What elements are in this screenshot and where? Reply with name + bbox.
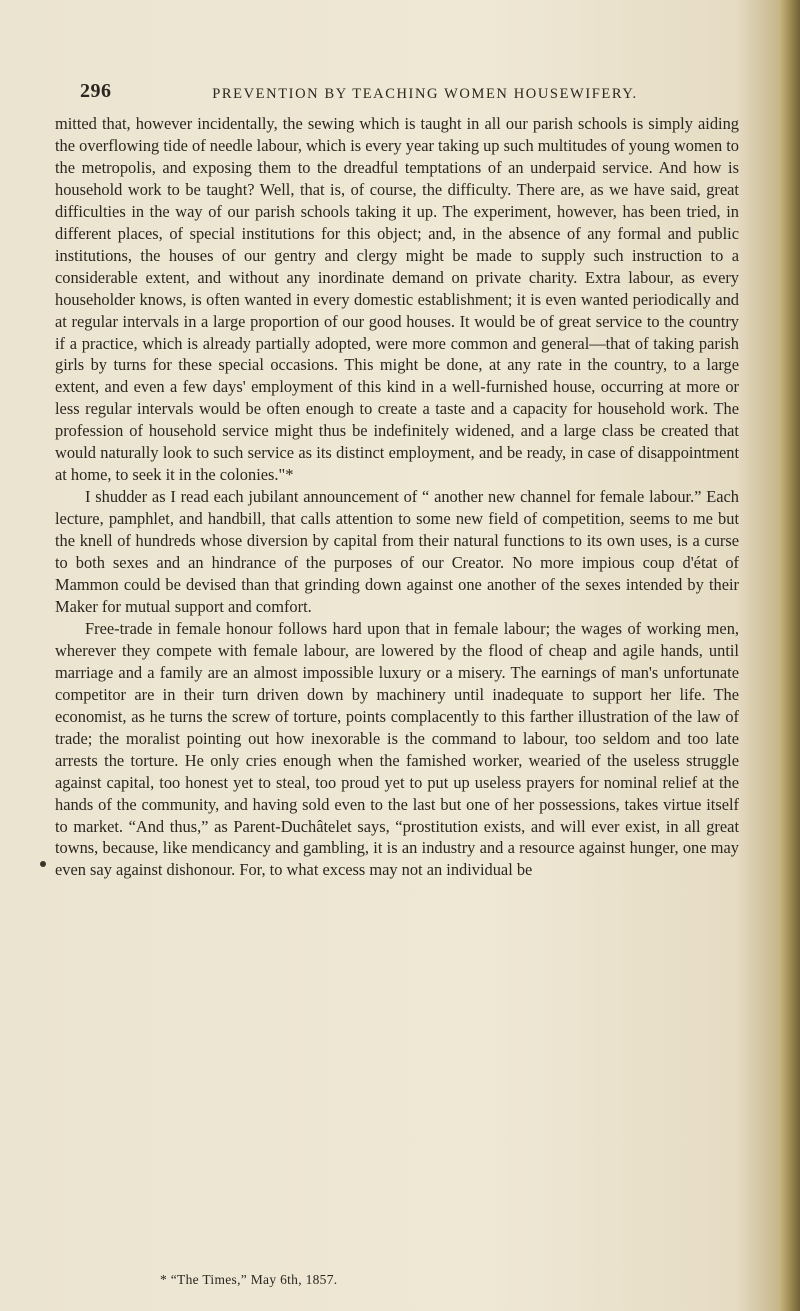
paragraph: mitted that, however incidentally, the sewing which is taught in all our parish schools is simply aiding the overflowing tide of needle labour, which is every year taking up such multitudes of young women to the metropolis, and exposing them to the dreadful temptations of an underpaid service. And how is household work to be taught? Well, that is, of course, the difficulty. There are, as we have said, great difficulties in the way of our parish schools taking it up. The experiment, however, has been tried, in different places, of special institutions for this object; and, in the absence of any formal and public institutions, the houses of our gentry and clergy might be made to supply such instruction to a considerable extent, and without any inordinate demand on private charity. Extra labour, as every householder knows, is often wanted in every domestic establishment; it is even wanted periodically and at regular intervals in a large proportion of our good houses. It would be of great service to the country if a practice, which is already partially adopted, were more common and general—that of taking parish girls by turns for these special occasions. This might be done, at any rate in the country, to a large extent, and even a few days' employment of this kind in a well-furnished house, occurring at more or less regular intervals would be often enough to create a taste and a capacity for household work. The profession of household service might thus be indefinitely widened, and a large class be created that would naturally look to such service as its distinct employment, and be ready, in case of disappointment at home, to seek it in the colonies."*	[55, 114, 739, 485]
paragraph: I shudder as I read each jubilant announcement of “ another new channel for female labour.” Each lecture, pamphlet, and handbill, that calls attention to some new field of competition, seems to me but the knell of hundreds whose diversion by capital from their natural functions to its own uses, is a curse to both sexes and an hindrance of the purposes of our Creator. No more impious coup d'état of Mammon could be devised than that grinding down against one another of the sexes intended by their Maker for mutual support and comfort.	[55, 487, 739, 616]
margin-mark	[40, 861, 46, 867]
page-edge	[778, 0, 800, 1311]
running-head: PREVENTION BY TEACHING WOMEN HOUSEWIFERY.	[212, 86, 638, 102]
page-number: 296	[80, 80, 112, 102]
body-text	[55, 113, 739, 881]
footnote: * “The Times,” May 6th, 1857.	[160, 1272, 338, 1287]
paragraph: Free-trade in female honour follows hard upon that in female labour; the wages of working men, wherever they compete with female labour, are lowered by the flood of cheap and agile hands, until marriage and a family are an almost impossible luxury or a misery. The earnings of man's unfortunate competitor are in their turn driven down by machinery until inadequate to support her life. The economist, as he turns the screw of torture, points complacently to this farther illustration of the law of trade; the moralist pointing out how inexorable is the command to labour, too seldom and too late arrests the torture. He only cries enough when the famished worker, wearied of the useless struggle against capital, too honest yet to steal, too proud yet to put up useless prayers for nominal relief at the hands of the community, and having sold even to the last but one of her possessions, takes virtue itself to market. “And thus,” as Parent-Duchâtelet says, “prostitution exists, and will ever exist, in all great towns, because, like mendicancy and gambling, it is an industry and a resource against hunger, one may even say against dishonour. For, to what excess may not an individual be	[55, 618, 739, 880]
page-header	[80, 80, 730, 108]
